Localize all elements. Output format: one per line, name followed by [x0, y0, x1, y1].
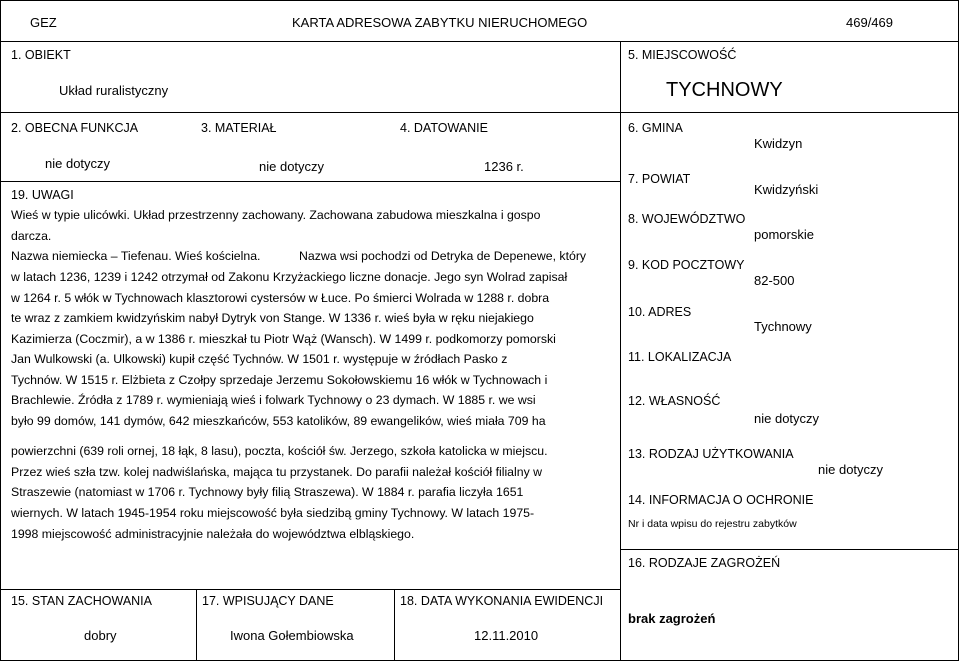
column-divider-main [620, 41, 621, 661]
uwagi-line: te wraz z zamkiem kwidzyńskim nabył Dytryk von Stange. W 1336 r. wieś była w ręku niejakiego [11, 311, 534, 325]
zagrozenia-label: 16. RODZAJE ZAGROŻEŃ [628, 556, 781, 570]
uwagi-line: Straszewie (natomiast w 1706 r. Tychnowy były filią Straszewa). W 1884 r. parafia liczyła 1651 [11, 485, 524, 499]
material-value: nie dotyczy [259, 159, 325, 174]
stan-value: dobry [84, 628, 117, 643]
stan-label: 15. STAN ZACHOWANIA [11, 594, 152, 608]
uwagi-line: Przez wieś szła tzw. kolej nadwiślańska, mająca tu przystanek. Do parafii należał kościół filialny w [11, 465, 543, 479]
kod-value: 82-500 [754, 273, 795, 288]
funkcja-value: nie dotyczy [45, 156, 111, 171]
datowanie-value: 1236 r. [484, 159, 524, 174]
uwagi-line: w latach 1236, 1239 i 1242 otrzymał od Zakonu Krzyżackiego liczne donacje. Jego syn Wolrad zapisał [11, 270, 568, 284]
uwagi-line: było 99 domów, 141 dymów, 642 mieszkańców, 553 katolików, 89 ewangelików, wieś miała 709 ha [11, 414, 546, 428]
uwagi-label: 19. UWAGI [11, 188, 74, 202]
kod-label: 9. KOD POCZTOWY [628, 258, 745, 272]
lokalizacja-label: 11. LOKALIZACJA [628, 350, 732, 364]
powiat-value: Kwidzyński [754, 182, 819, 197]
ochrona-note: Nr i data wpisu do rejestru zabytków [628, 518, 797, 530]
data-value: 12.11.2010 [474, 628, 539, 643]
uwagi-line: Kazimierza (Coczmir), a w 1386 r. mieszkał tu Piotr Wąż (Wansch). W 1499 r. podkomorzy pomorski [11, 332, 556, 346]
uwagi-line: powierzchni (639 roli ornej, 18 łąk, 8 lasu), poczta, kościół św. Jerzego, szkoła katolicka w miejscu. [11, 444, 548, 458]
adres-value: Tychnowy [754, 319, 812, 334]
wpisujacy-value: Iwona Gołembiowska [230, 628, 354, 643]
row-divider-1b [620, 112, 959, 113]
uwagi-intro-line: Nazwa niemiecka – Tiefenau. Wieś kościelna. [11, 249, 261, 263]
gmina-label: 6. GMINA [628, 121, 683, 135]
row-divider-2 [0, 181, 620, 182]
header-left: GEZ [30, 15, 57, 30]
border-left [0, 0, 1, 661]
miejscowosc-label: 5. MIEJSCOWOŚĆ [628, 48, 737, 62]
row-divider-footer [0, 589, 620, 590]
miejscowosc-value: TYCHNOWY [666, 79, 783, 101]
uwagi-intro-line: Wieś w typie ulicówki. Układ przestrzenny zachowany. Zachowana zabudowa mieszkalna i gospo [11, 208, 541, 222]
uwagi-intro-line: darcza. [11, 229, 52, 243]
wojewodztwo-value: pomorskie [754, 227, 814, 242]
border-top [0, 0, 959, 1]
rodzaj-value: nie dotyczy [818, 462, 884, 477]
uwagi-line: Jan Wulkowski (a. Ulkowski) kupił część Tychnów. W 1501 r. występuje w źródłach Pasko z [11, 352, 508, 366]
gmina-value: Kwidzyn [754, 136, 803, 151]
card-number: 469/469 [846, 15, 893, 30]
row-divider-zagrozenia [620, 549, 959, 550]
uwagi-line: w 1264 r. 5 włók w Tychnowach klasztorowi cystersów w Łuce. Po śmierci Wolrada w 1288 r. dobra [11, 291, 550, 305]
uwagi-line: Tychnów. W 1515 r. Elżbieta z Czołpy sprzedaje Jerzemu Sokołowskiemu 16 włók w Tychnowach i [11, 373, 548, 387]
material-label: 3. MATERIAŁ [201, 121, 277, 135]
uwagi-line: wiernych. W latach 1945-1954 roku miejscowość była siedzibą gminy Tychnowy. W latach 1975- [11, 506, 535, 520]
adres-label: 10. ADRES [628, 305, 692, 319]
uwagi-line: Nazwa wsi pochodzi od Detryka de Depenewe, który [299, 249, 587, 263]
datowanie-label: 4. DATOWANIE [400, 121, 488, 135]
header-divider [0, 41, 959, 42]
wojewodztwo-label: 8. WOJEWÓDZTWO [628, 212, 746, 226]
obiekt-label: 1. OBIEKT [11, 48, 71, 62]
rodzaj-label: 13. RODZAJ UŻYTKOWANIA [628, 447, 794, 461]
obiekt-value: Układ ruralistyczny [59, 83, 169, 98]
page-title: KARTA ADRESOWA ZABYTKU NIERUCHOMEGO [292, 15, 588, 30]
data-label: 18. DATA WYKONANIA EWIDENCJI [400, 594, 604, 608]
footer-divider-1 [196, 589, 197, 661]
wpisujacy-label: 17. WPISUJĄCY DANE [202, 594, 334, 608]
powiat-label: 7. POWIAT [628, 172, 691, 186]
uwagi-line: Brachlewie. Źródła z 1789 r. wymieniają wieś i folwark Tychnowy o 23 dymach. W 1885 r. we wsi [11, 393, 536, 407]
wlasnosc-value: nie dotyczy [754, 411, 820, 426]
zagrozenia-value: brak zagrożeń [628, 611, 716, 626]
funkcja-label: 2. OBECNA FUNKCJA [11, 121, 139, 135]
uwagi-line: 1998 miejscowość administracyjnie należała do województwa elbląskiego. [11, 527, 415, 541]
row-divider-1 [0, 112, 620, 113]
wlasnosc-label: 12. WŁASNOŚĆ [628, 394, 721, 408]
footer-divider-2 [394, 589, 395, 661]
ochrona-label: 14. INFORMACJA O OCHRONIE [628, 493, 814, 507]
